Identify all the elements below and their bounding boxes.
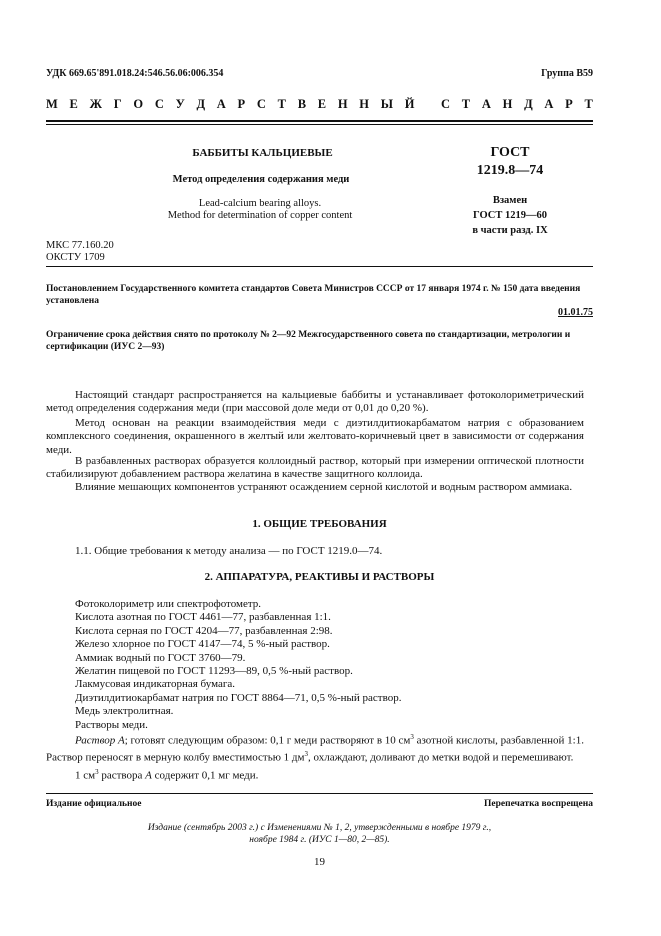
banner-letter: Р (237, 97, 246, 111)
banner-letter: Е (69, 97, 78, 111)
reprint-prohibited-label: Перепечатка воспрещена (483, 799, 593, 809)
solution-a-paragraph (46, 731, 584, 765)
banner-letter: А (216, 97, 226, 111)
header-rule-thin (46, 124, 593, 125)
english-title-line2: Method for determination of copper content (167, 210, 353, 221)
gost-number: 1219.8—74 (476, 163, 544, 178)
gost-label: ГОСТ (490, 145, 530, 160)
solution-a-content (75, 768, 258, 782)
solution-a-text-3: , охлаждают, доливают до метки водой и перемешивают. (307, 751, 574, 764)
banner-letter: Е (317, 97, 327, 111)
solution-a-content-3: А (145, 769, 152, 782)
section-2-heading: 2. АППАРАТУРА, РЕАКТИВЫ И РАСТВОРЫ (204, 571, 435, 583)
banner-letter: С (441, 97, 451, 111)
banner-letter: Й (404, 97, 415, 111)
list-item: Кислота серная по ГОСТ 4204—77, разбавленная 2:98. (75, 624, 333, 637)
banner-letter: О (133, 97, 144, 111)
page-number: 19 (314, 856, 325, 868)
banner-letter: Р (565, 97, 573, 111)
banner-letter: Т (584, 97, 593, 111)
banner-letter: Ж (89, 97, 102, 111)
list-item: Диэтилдитиокарбамат натрия по ГОСТ 8864—71, 0,5 %-ный раствор. (75, 691, 402, 704)
mks-code: МКС 77.160.20 (46, 240, 114, 251)
reagents-list (75, 598, 401, 732)
footer-divider (46, 793, 593, 794)
english-title-line1: Lead-calcium bearing alloys. (198, 198, 322, 209)
edition-note-line1: Издание (сентябрь 2003 г.) с Изменениями № 1, 2, утвержденными в ноябре 1979 г., (147, 823, 492, 833)
official-edition-label: Издание официальное (46, 799, 142, 809)
solution-a-content-2: раствора (98, 769, 146, 782)
replaces-gost: ГОСТ 1219—60 (473, 210, 547, 221)
banner-letter: С (256, 97, 266, 111)
list-item: Аммиак водный по ГОСТ 3760—79. (75, 651, 246, 664)
superscript: 3 (410, 733, 414, 741)
list-item: Кислота азотная по ГОСТ 4461—77, разбавленная 1:1. (75, 611, 331, 624)
section-1-heading: 1. ОБЩИЕ ТРЕБОВАНИЯ (252, 518, 387, 530)
divider (46, 266, 593, 267)
edition-note-line2: ноябре 1984 г. (ИУС 1—80, 2—85). (249, 835, 390, 845)
solution-a-content-1: 1 см (75, 769, 96, 782)
banner-letter: Г (113, 97, 122, 111)
intro-paragraph-2: Метод основан на реакции взаимодействия меди с диэтилдитиокарбаматом натрия с образованием комплексного соединения, окрашенного в желтый или желтовато-коричневый цвет в зависимости от содержания меди. (46, 417, 584, 456)
list-item: Растворы меди. (75, 718, 148, 731)
banner-letter: Д (196, 97, 206, 111)
intro-paragraph-4: Влияние мешающих компонентов устраняют осаждением серной кислотой и водным раствором аммиака. (75, 481, 573, 493)
banner-letter: У (175, 97, 185, 111)
banner-letter: Н (337, 97, 348, 111)
list-item: Желатин пищевой по ГОСТ 11293—89, 0,5 %-ный раствор. (75, 665, 353, 678)
banner-letter: В (297, 97, 307, 111)
section-1-item: 1.1. Общие требования к методу анализа — по ГОСТ 1219.0—74. (75, 545, 383, 557)
banner-letter: Н (359, 97, 370, 111)
solution-a-content-4: содержит 0,1 мг меди. (151, 769, 259, 782)
list-item: Медь электролитная. (75, 705, 174, 718)
banner-letter: Д (524, 97, 533, 111)
document-title: БАББИТЫ КАЛЬЦИЕВЫЕ (192, 147, 333, 159)
banner-letter: Т (461, 97, 471, 111)
group-code: Группа В59 (541, 68, 593, 79)
banner-letter: А (481, 97, 491, 111)
banner-letter (426, 97, 429, 112)
superscript: 3 (95, 768, 99, 776)
solution-a-text-1: ; готовят следующим образом: 0,1 г меди растворяют в 10 см (124, 734, 411, 747)
intro-paragraph-3: В разбавленных растворах образуется коллоидный раствор, который при измерении оптической плотности стабилизируют добавлением раствора желатина в качестве защитного коллоида. (46, 455, 584, 481)
banner-letter: С (154, 97, 164, 111)
replaces-section: в части разд. IX (472, 225, 548, 236)
banner-letter: Т (277, 97, 286, 111)
udk-code: УДК 669.65'891.018.24:546.56.06:006.354 (46, 68, 224, 79)
decree-text: Постановлением Государственного комитета стандартов Совета Министров СССР от 17 января 1974 г. № 150 дата введения установлена (46, 284, 581, 306)
effective-date: 01.01.75 (558, 307, 593, 318)
list-item: Фотоколориметр или спектрофотометр. (75, 598, 262, 610)
banner-letter: А (544, 97, 554, 111)
replaces-label: Взамен (492, 195, 528, 206)
header-rule-thick (46, 120, 593, 122)
solution-a-text-2: азотной кислоты, разбавленной 1:1. Раствор переносят в мерную колбу вместимостью 1 дм (46, 734, 584, 764)
banner-letter: Ы (380, 97, 394, 111)
intro-paragraph-1: Настоящий стандарт распространяется на кальциевые баббиты и устанавливает фотоколориметрический метод определения содержания меди (при массовой доле меди от 0,01 до 0,20 %). (46, 389, 584, 415)
list-item: Железо хлорное по ГОСТ 4147—74, 5 %-ный раствор. (75, 638, 330, 651)
limitation-text: Ограничение срока действия снято по протоколу № 2—92 Межгосударственного совета по стандартизации, метрологии и сертификации (ИУС 2—93) (46, 330, 571, 352)
list-item: Лакмусовая индикаторная бумага. (75, 678, 235, 691)
superscript: 3 (304, 749, 308, 758)
solution-a-label: Раствор А (75, 734, 125, 747)
okstu-code: ОКСТУ 1709 (46, 252, 105, 263)
banner-letter: М (46, 97, 58, 111)
interstate-standard-banner (46, 97, 593, 112)
document-subtitle: Метод определения содержания меди (172, 174, 350, 185)
banner-letter: Н (502, 97, 513, 111)
